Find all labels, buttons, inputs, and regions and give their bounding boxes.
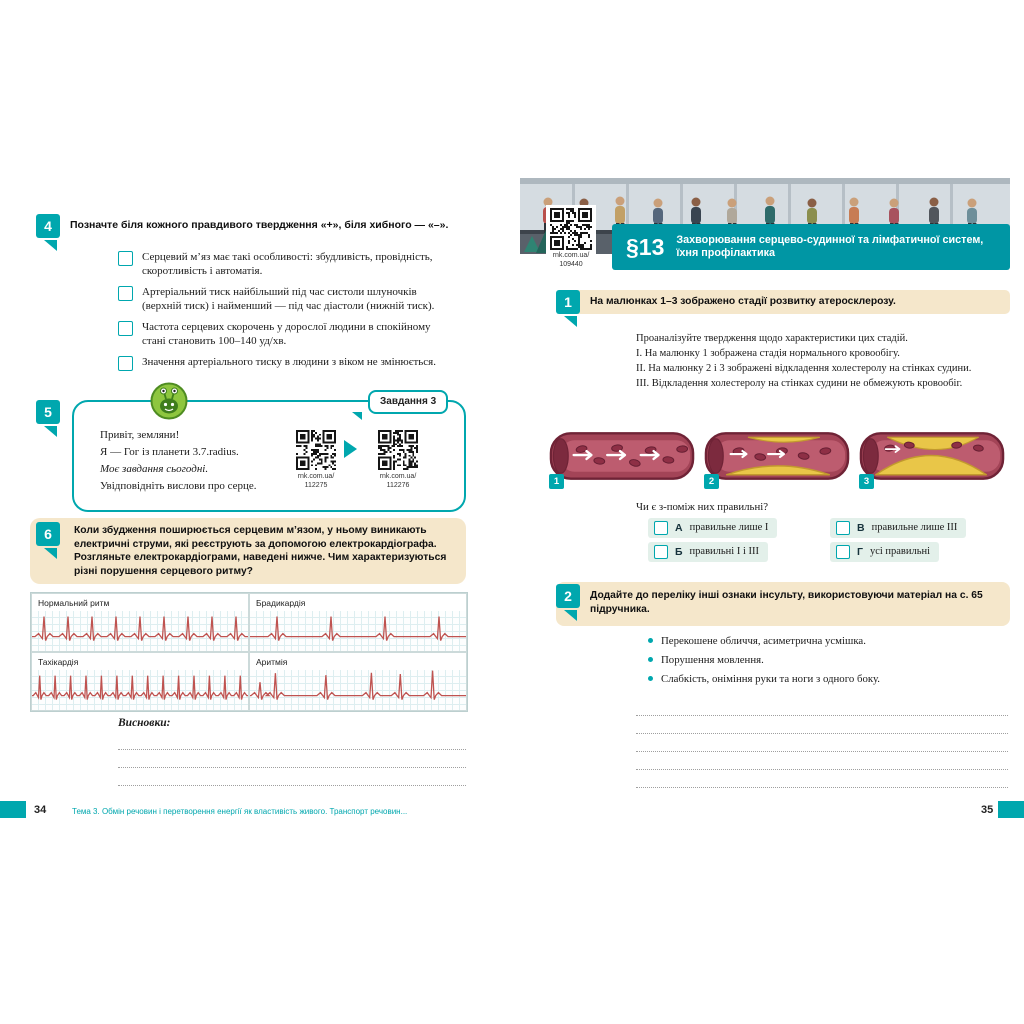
option-text: правильне лише І (689, 522, 769, 533)
qr-url: rnk.com.ua/ (552, 252, 590, 259)
ecg-figure (30, 592, 468, 712)
bullet-text: Перекошене обличчя, асиметрична усмішка. (661, 635, 866, 647)
task2-answer-lines (636, 698, 1008, 788)
footer-theme-text: Тема 3. Обмін речовин і перетворення енергії як властивість живого. Транспорт речовин... (72, 807, 408, 816)
ecg-panel (31, 593, 249, 652)
task1-number: 1 (556, 290, 580, 314)
task6-title: Коли збудження поширюється серцевим м’язом, у ньому виникають електричні струми, які реєструють за допомогою електрокардіографа. Розгляньте електрокардіограми, наведені нижче. Чим характеризуються різні порушення серцевого ритму? (74, 525, 447, 577)
qr-code-112276 (378, 430, 418, 470)
statement-1: І. На малюнку 1 зображена стадія нормального кровообігу. (636, 348, 900, 359)
bullet-text: Слабкість, оніміння руки та ноги з одного боку. (661, 673, 880, 685)
statement-text: Частота серцевих скорочень у дорослої людини в спокійному стані становить 100–140 уд/хв. (142, 321, 431, 347)
task2-number: 2 (556, 584, 580, 608)
qr-id: 109440 (559, 260, 583, 268)
page-number-right: 35 (981, 804, 994, 816)
answer-line[interactable] (636, 752, 1008, 770)
option-v (830, 518, 966, 538)
statement-item (118, 285, 448, 313)
bullet-icon (648, 638, 653, 643)
task4-number: 4 (36, 214, 60, 238)
alien-speech (100, 428, 290, 493)
list-item (648, 672, 1008, 686)
option-letter: Г (857, 546, 863, 558)
bullet-icon (648, 676, 653, 681)
checkbox[interactable] (836, 545, 850, 559)
speech-line: Привіт, земляни! (100, 429, 180, 441)
speech-line: Я — Гог із планети 3.7.radius. (100, 446, 239, 458)
option-letter: В (857, 522, 865, 534)
task5-number: 5 (36, 400, 60, 424)
page-number-left: 34 (34, 804, 47, 816)
statement-text: Серцевий м’яз має такі особливості: збудливість, провідність, скоротливість і автоматія. (142, 251, 433, 277)
answer-line[interactable] (636, 698, 1008, 716)
vessel-figure-2 (703, 424, 851, 488)
speech-line: Моє завдання сьогодні. (100, 463, 209, 475)
qr-label (553, 252, 590, 269)
vessel-figure-3 (858, 424, 1006, 488)
checkbox[interactable] (836, 521, 850, 535)
qr-code-109440 (550, 208, 592, 250)
option-letter: А (675, 522, 683, 534)
ecg-panel (249, 593, 467, 652)
conclusions-lines (118, 732, 466, 786)
ecg-waveform (32, 611, 248, 651)
checkbox[interactable] (654, 545, 668, 559)
statement-item (118, 355, 448, 371)
task2-title: Додайте до переліку інші ознаки інсульту, використовуючи матеріал на с. 65 підручника. (590, 590, 983, 615)
figure-number: 2 (704, 474, 719, 489)
task4-title: Позначте біля кожного правдивого твердження «+», біля хибного — «–». (70, 219, 449, 231)
section-qr-card (546, 205, 596, 271)
list-item (648, 653, 1008, 667)
ecg-label: Тахікардія (32, 653, 248, 670)
task5-arrow-icon (44, 426, 57, 437)
task5-badge: Завдання 3 (368, 390, 448, 414)
task1-title: На малюнках 1–3 зображено стадії розвитку атеросклерозу. (590, 296, 896, 307)
task2-arrow-icon (564, 610, 577, 621)
checkbox[interactable] (118, 321, 133, 336)
figure-number: 3 (859, 474, 874, 489)
statement-item (118, 250, 448, 278)
option-a (648, 518, 777, 538)
statement-2: ІІ. На малюнку 2 і 3 зображені відкладення холестеролу на стінках судини. (636, 363, 972, 374)
checkbox[interactable] (654, 521, 668, 535)
bullet-icon (648, 657, 653, 662)
checkbox[interactable] (118, 286, 133, 301)
option-g (830, 542, 939, 562)
checkbox[interactable] (118, 356, 133, 371)
option-b (648, 542, 768, 562)
answer-line[interactable] (118, 768, 466, 786)
qr-code-112275 (296, 430, 336, 470)
ecg-waveform (250, 670, 466, 710)
option-text: правильне лише ІІІ (871, 522, 958, 533)
checkbox[interactable] (118, 251, 133, 266)
answer-line[interactable] (636, 770, 1008, 788)
answer-line[interactable] (118, 732, 466, 750)
answer-line[interactable] (636, 734, 1008, 752)
statement-text: Значення артеріального тиску в людини з віком не змінюється. (142, 356, 436, 368)
answer-line[interactable] (636, 716, 1008, 734)
alien-icon (150, 382, 188, 420)
footer-accent-left (0, 801, 26, 818)
bullet-text: Порушення мовлення. (661, 654, 764, 666)
badge-arrow-icon (352, 412, 362, 420)
qr-url: rnk.com.ua/ (297, 473, 335, 480)
section-title: Захворювання серцево-судинної та лімфатичної систем, їхня профілактика (676, 233, 984, 259)
conclusions-label: Висновки: (118, 717, 171, 729)
task1-intro: Проаналізуйте твердження щодо характеристики цих стадій. (636, 333, 908, 344)
qr-id: 112275 (304, 481, 328, 489)
statement-text: Артеріальний тиск найбільший під час систоли шлуночків (верхній тиск) і найменший — під час діастоли (нижній тиск). (142, 286, 435, 312)
task1-arrow-icon (564, 316, 577, 327)
qr-label (370, 473, 426, 490)
task6-number: 6 (36, 522, 60, 546)
ecg-panel (31, 652, 249, 711)
section-banner (612, 224, 1010, 270)
speech-line: Увідповідніть вислови про серце. (100, 480, 257, 492)
option-text: правильні І і ІІІ (689, 546, 759, 557)
stroke-signs-list (648, 634, 1008, 686)
answer-line[interactable] (118, 750, 466, 768)
task1-question: Чи є з-поміж них правильні? (636, 501, 769, 513)
ecg-panel (249, 652, 467, 711)
footer-accent-right (998, 801, 1024, 818)
task4-statements (118, 250, 448, 371)
statement-3: ІІІ. Відкладення холестеролу на стінках судини не обмежують кровообіг. (636, 378, 963, 389)
qr-label (288, 473, 344, 490)
list-item (648, 634, 1008, 648)
ecg-label: Аритмія (250, 653, 466, 670)
vessel-figure-1 (548, 424, 696, 488)
task4-arrow-icon (44, 240, 57, 251)
section-number: §13 (626, 233, 665, 260)
qr-url: rnk.com.ua/ (379, 473, 417, 480)
option-letter: Б (675, 546, 683, 558)
statement-item (118, 320, 448, 348)
ecg-waveform (250, 611, 466, 651)
ecg-label: Брадикардія (250, 594, 466, 611)
ecg-label: Нормальний ритм (32, 594, 248, 611)
task6-arrow-icon (44, 548, 57, 559)
figure-number: 1 (549, 474, 564, 489)
qr-id: 112276 (386, 481, 410, 489)
task1-body (636, 332, 981, 391)
arrow-right-icon (344, 440, 357, 458)
option-text: усі правильні (869, 546, 931, 557)
ecg-waveform (32, 670, 248, 710)
